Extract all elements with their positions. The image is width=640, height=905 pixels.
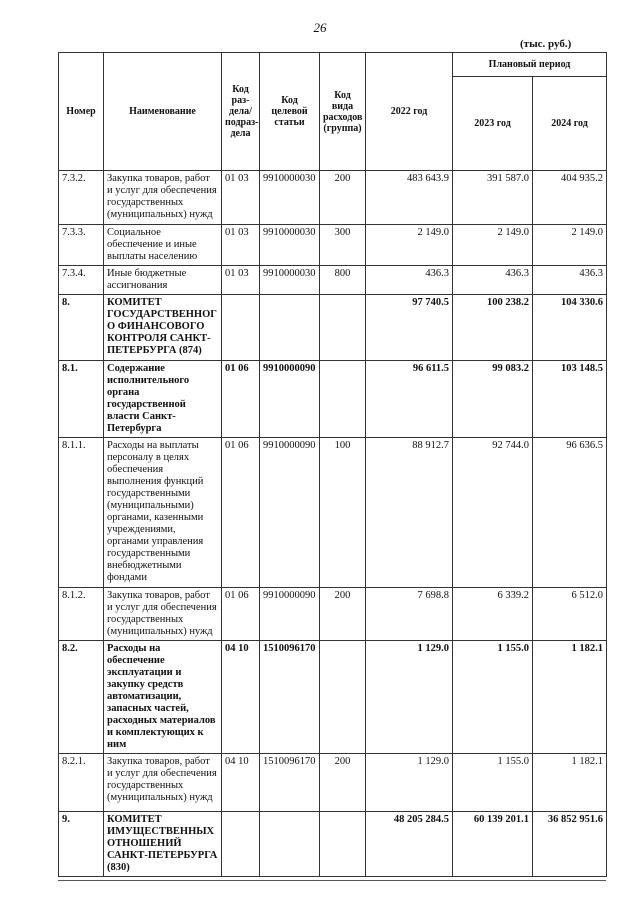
row-name: КОМИТЕТ ИМУЩЕСТВЕННЫХ ОТНОШЕНИЙ САНКТ-ПЕТЕРБУРГА (830) xyxy=(104,812,222,877)
row-2024: 1 182.1 xyxy=(533,754,607,812)
row-target: 9910000090 xyxy=(260,438,320,588)
row-section: 01 03 xyxy=(222,266,260,295)
row-section xyxy=(222,812,260,877)
row-name: Содержание исполнительного органа государственной власти Санкт-Петербурга xyxy=(104,361,222,438)
row-number: 8.1.2. xyxy=(59,588,104,641)
row-number: 8.2.1. xyxy=(59,754,104,812)
row-target: 9910000030 xyxy=(260,266,320,295)
row-target: 9910000090 xyxy=(260,361,320,438)
row-number: 7.3.4. xyxy=(59,266,104,295)
row-target: 1510096170 xyxy=(260,641,320,754)
row-section: 04 10 xyxy=(222,641,260,754)
row-name: Закупка товаров, работ и услуг для обеспечения государственных (муниципальных) нужд xyxy=(104,171,222,225)
row-2023: 1 155.0 xyxy=(453,641,533,754)
table-row xyxy=(59,225,607,266)
row-expense-type xyxy=(320,812,366,877)
row-section: 04 10 xyxy=(222,754,260,812)
header-year-2022: 2022 год xyxy=(366,53,453,171)
row-target: 1510096170 xyxy=(260,754,320,812)
table-row xyxy=(59,266,607,295)
header-name: Наименование xyxy=(104,53,222,171)
row-number: 7.3.2. xyxy=(59,171,104,225)
table-row xyxy=(59,588,607,641)
row-2022: 97 740.5 xyxy=(366,295,453,361)
row-section: 01 03 xyxy=(222,225,260,266)
table-row xyxy=(59,171,607,225)
row-2024: 103 148.5 xyxy=(533,361,607,438)
row-name: Расходы на обеспечение эксплуатации и закупку средств автоматизации, запасных частей, расходных материалов и комплектующих к ним xyxy=(104,641,222,754)
row-2022: 2 149.0 xyxy=(366,225,453,266)
row-target: 9910000090 xyxy=(260,588,320,641)
row-2022: 7 698.8 xyxy=(366,588,453,641)
row-2024: 104 330.6 xyxy=(533,295,607,361)
budget-table xyxy=(58,52,607,877)
row-2023: 436.3 xyxy=(453,266,533,295)
header-expense-type: Код вида расходов (группа) xyxy=(320,53,366,171)
row-target xyxy=(260,812,320,877)
row-expense-type: 300 xyxy=(320,225,366,266)
row-2023: 391 587.0 xyxy=(453,171,533,225)
row-number: 8.2. xyxy=(59,641,104,754)
row-2022: 1 129.0 xyxy=(366,754,453,812)
row-name: Закупка товаров, работ и услуг для обеспечения государственных (муниципальных) нужд xyxy=(104,588,222,641)
table-row xyxy=(59,361,607,438)
row-name: Закупка товаров, работ и услуг для обеспечения государственных (муниципальных) нужд xyxy=(104,754,222,812)
row-name: Расходы на выплаты персоналу в целях обеспечения выполнения функций государственными (муниципальными) органами, казенными учреждениями, органами управления государственными внебюджетными фондами xyxy=(104,438,222,588)
row-2024: 436.3 xyxy=(533,266,607,295)
row-2022: 48 205 284.5 xyxy=(366,812,453,877)
header-number: Номер xyxy=(59,53,104,171)
row-expense-type: 100 xyxy=(320,438,366,588)
row-expense-type: 200 xyxy=(320,171,366,225)
row-2023: 1 155.0 xyxy=(453,754,533,812)
row-2023: 2 149.0 xyxy=(453,225,533,266)
row-2024: 6 512.0 xyxy=(533,588,607,641)
row-number: 8.1. xyxy=(59,361,104,438)
row-2023: 100 238.2 xyxy=(453,295,533,361)
row-2023: 92 744.0 xyxy=(453,438,533,588)
table-row xyxy=(59,295,607,361)
row-2024: 2 149.0 xyxy=(533,225,607,266)
header-year-2024: 2024 год xyxy=(533,77,607,171)
row-2023: 60 139 201.1 xyxy=(453,812,533,877)
row-2023: 6 339.2 xyxy=(453,588,533,641)
row-number: 8.1.1. xyxy=(59,438,104,588)
row-section xyxy=(222,295,260,361)
row-expense-type: 200 xyxy=(320,588,366,641)
units-note: (тыс. руб.) xyxy=(520,38,572,50)
row-expense-type: 800 xyxy=(320,266,366,295)
row-target xyxy=(260,295,320,361)
row-expense-type xyxy=(320,641,366,754)
row-2022: 1 129.0 xyxy=(366,641,453,754)
row-2022: 436.3 xyxy=(366,266,453,295)
row-2023: 99 083.2 xyxy=(453,361,533,438)
row-2024: 404 935.2 xyxy=(533,171,607,225)
row-expense-type xyxy=(320,361,366,438)
page-bottom-rule xyxy=(58,880,606,881)
table-row xyxy=(59,812,607,877)
row-target: 9910000030 xyxy=(260,171,320,225)
header-section: Код раз-дела/ подраз-дела xyxy=(222,53,260,171)
row-2022: 96 611.5 xyxy=(366,361,453,438)
row-2022: 483 643.9 xyxy=(366,171,453,225)
row-expense-type xyxy=(320,295,366,361)
header-planning-period: Плановый период xyxy=(453,53,607,77)
table-row xyxy=(59,754,607,812)
page-number: 26 xyxy=(313,20,327,35)
row-target: 9910000030 xyxy=(260,225,320,266)
row-expense-type: 200 xyxy=(320,754,366,812)
table-row xyxy=(59,641,607,754)
row-section: 01 03 xyxy=(222,171,260,225)
row-section: 01 06 xyxy=(222,588,260,641)
header-year-2023: 2023 год xyxy=(453,77,533,171)
row-name: Иные бюджетные ассигнования xyxy=(104,266,222,295)
row-section: 01 06 xyxy=(222,438,260,588)
row-number: 9. xyxy=(59,812,104,877)
row-2024: 1 182.1 xyxy=(533,641,607,754)
row-section: 01 06 xyxy=(222,361,260,438)
row-number: 8. xyxy=(59,295,104,361)
row-2022: 88 912.7 xyxy=(366,438,453,588)
row-name: КОМИТЕТ ГОСУДАРСТВЕННОГО ФИНАНСОВОГО КОНТРОЛЯ САНКТ-ПЕТЕРБУРГА (874) xyxy=(104,295,222,361)
row-number: 7.3.3. xyxy=(59,225,104,266)
row-name: Социальное обеспечение и иные выплаты населению xyxy=(104,225,222,266)
header-target: Код целевой статьи xyxy=(260,53,320,171)
table-row xyxy=(59,438,607,588)
row-2024: 96 636.5 xyxy=(533,438,607,588)
row-2024: 36 852 951.6 xyxy=(533,812,607,877)
